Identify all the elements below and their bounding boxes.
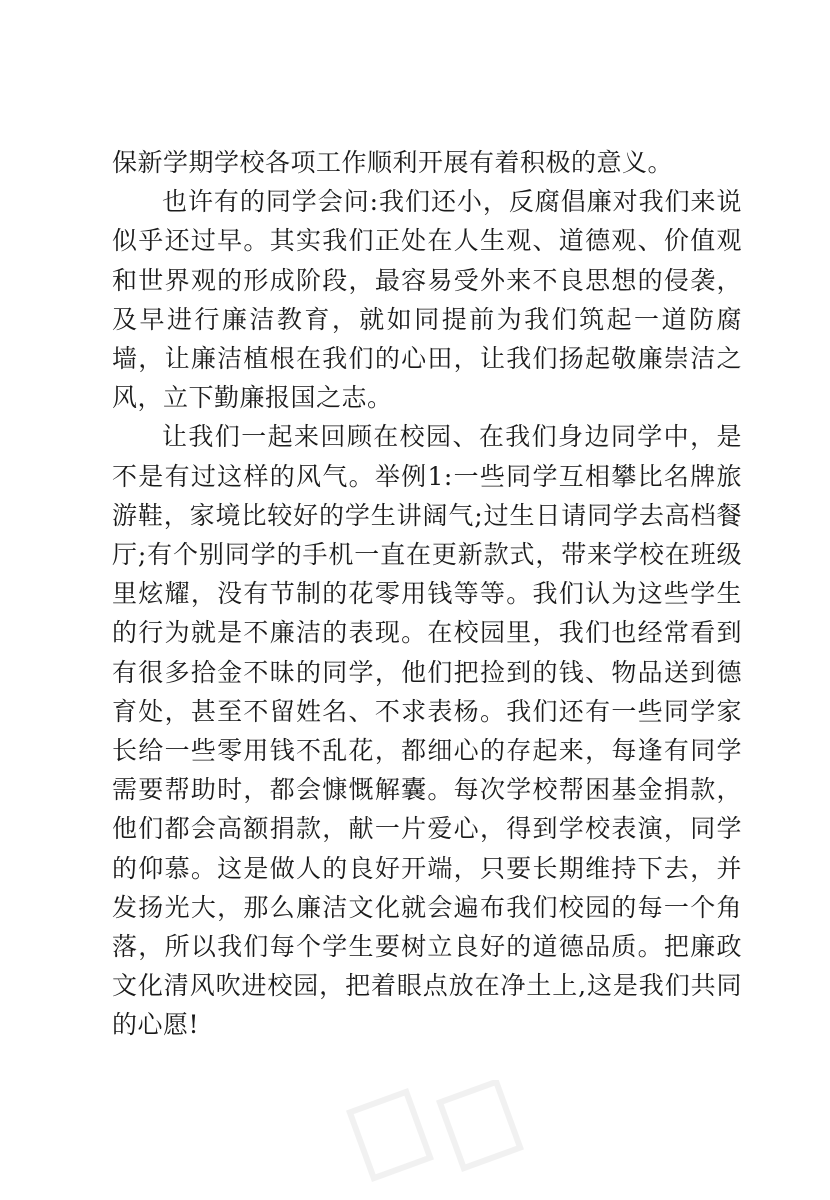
paragraph-continuation: 保新学期学校各项工作顺利开展有着积极的意义。 [112, 148, 674, 177]
paragraph-examples: 让我们一起来回顾在校园、在我们身边同学中，是不是有过这样的风气。举例1:一些同学互相攀比名牌旅游鞋，家境比较好的学生讲阔气;过生日请同学去高档餐厅;有个别同学的手机一直在更新款式，带来学校在班级里炫耀，没有节制的花零用钱等等。我们认为这些学生的行为就是不廉洁的表现。在校园里，我们也经常看到有很多拾金不昧的同学，他们把捡到的钱、物品送到德育处，甚至不留姓名、不求表杨。我们还有一些同学家长给一些零用钱不乱花，都细心的存起来，每逢有同学需要帮助时，都会慷慨解囊。每次学校帮困基金捐款，他们都会高额捐款，献一片爱心，得到学校表演，同学的仰慕。这是做人的良好开端，只要长期维持下去，并发扬光大，那么廉洁文化就会遍布我们校园的每一个角落，所以我们每个学生要树立良好的道德品质。把廉政文化清风吹进校园，把着眼点放在净土上,这是我们共同的心愿! [112, 422, 742, 1040]
paragraph-question: 也许有的同学会问:我们还小，反腐倡廉对我们来说似乎还过早。其实我们正处在人生观、道德观、价值观和世界观的形成阶段，最容易受外来不良思想的侵袭，及早进行廉洁教育，就如同提前为我们筑起一道防腐墙，让廉洁植根在我们的心田，让我们扬起敬廉崇洁之风，立下勤廉报国之志。 [112, 187, 742, 413]
document-body [112, 143, 742, 1045]
watermark-logo [330, 1080, 550, 1200]
